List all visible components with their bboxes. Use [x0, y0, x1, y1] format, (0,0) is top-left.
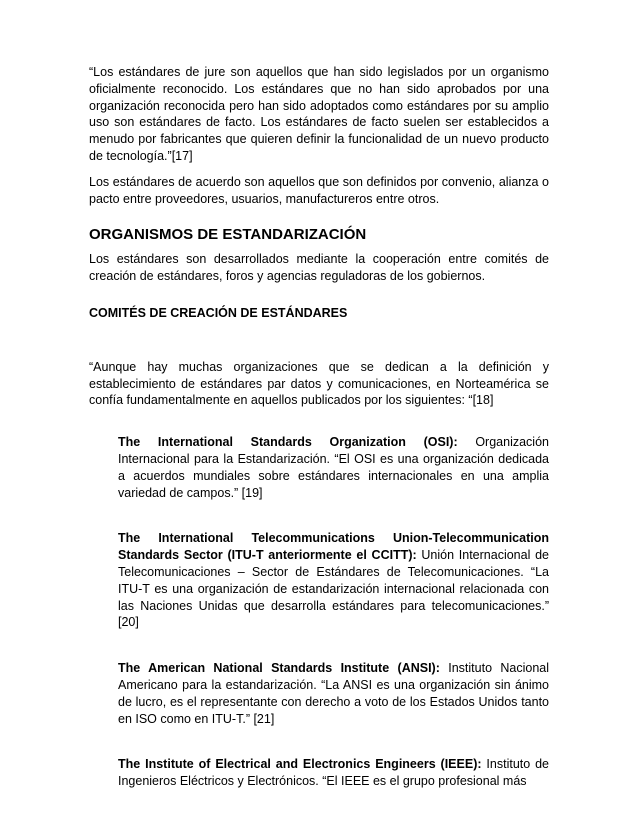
organization-name: The Institute of Electrical and Electronics Engineers (IEEE): — [118, 757, 482, 772]
document-page — [89, 64, 549, 790]
organization-name: The American National Standards Institute (ANSI): — [118, 661, 440, 676]
quote-paragraph: “Los estándares de jure son aquellos que han sido legislados por un organismo oficialmente reconocido. Los estándares que no han sido aprobados por una organización reconocida pero han sido adoptados como estándares por su amplio uso son estándares de facto. Los estándares de facto suelen ser establecidos a menudo por fabricantes que quieren definir la funcionalidad de un nuevo producto de tecnología.”[17] — [89, 65, 549, 163]
list-item-itu-t — [118, 530, 549, 631]
section-intro: Los estándares son desarrollados mediante la cooperación entre comités de creación de estándares, foros y agencias reguladoras de los gobiernos. — [89, 252, 549, 284]
organization-name: The International Standards Organization (OSI): — [118, 435, 458, 450]
section-heading: ORGANISMOS DE ESTANDARIZACIÓN — [89, 226, 367, 244]
organization-description: Unión Internacional de Telecomunicaciones – Sector de Estándares de Telecomunicaciones. “La ITU-T es una organización de estandarización internacional relacionada con las Naciones Unidas que desarrolla estándares para telecomunicaciones.” [20] — [118, 548, 549, 630]
organization-description: Instituto Nacional Americano para la estandarización. “La ANSI es una organización sin ánimo de lucro, es el representante con derecho a voto de los Estados Unidos tanto en ISO como en ITU-T.” [21] — [118, 661, 550, 726]
list-item-ansi — [118, 660, 549, 727]
subsection-intro: “Aunque hay muchas organizaciones que se dedican a la definición y establecimiento de estándares par datos y comunicaciones, en Norteamérica se confía fundamentalmente en aquellos publicados por los siguientes: “[18] — [89, 359, 549, 408]
list-item-osi — [118, 434, 549, 501]
organization-description: Instituto de Ingenieros Eléctricos y Electrónicos. “El IEEE es el grupo profesional más — [118, 757, 550, 789]
subsection-heading: COMITÉS DE CREACIÓN DE ESTÁNDARES — [89, 305, 348, 320]
organization-description: Organización Internacional para la Estandarización. “El OSI es una organización dedicada a acuerdos mundiales sobre estándares internacionales en una amplia variedad de campos.” [19] — [118, 435, 549, 500]
list-item-ieee — [118, 756, 549, 790]
organization-name: The International Telecommunications Union-Telecommunication Standards Sector (ITU-T anteriormente el CCITT): — [118, 531, 549, 563]
agreement-paragraph: Los estándares de acuerdo son aquellos que son definidos por convenio, alianza o pacto entre proveedores, usuarios, manufactureros entre otros. — [89, 174, 549, 206]
